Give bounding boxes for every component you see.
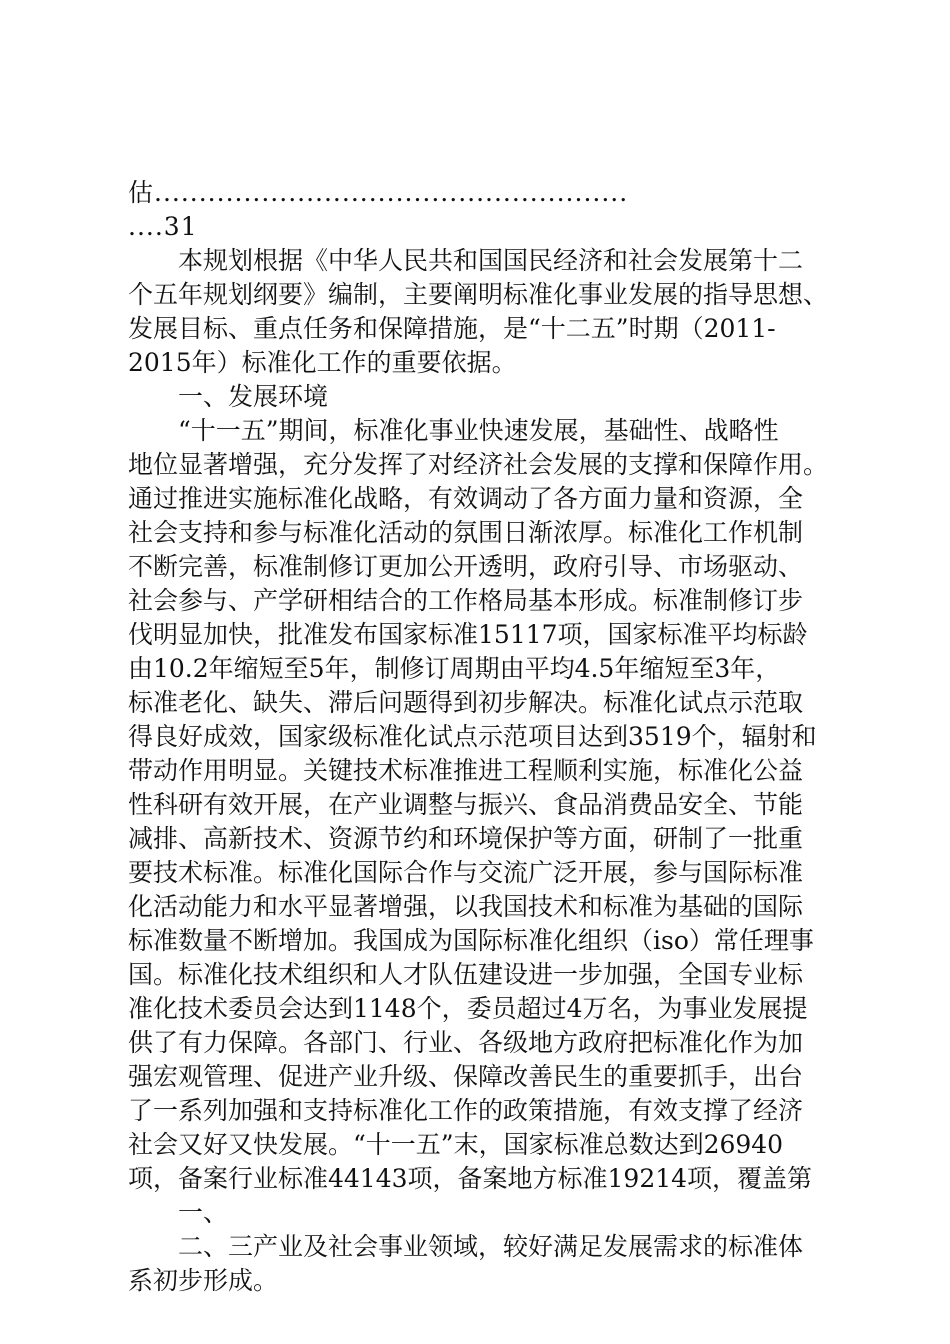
body-line: 个五年规划纲要》编制，主要阐明标准化事业发展的指导思想、 bbox=[128, 280, 828, 309]
body-line: 社会参与、产学研相结合的工作格局基本形成。标准制修订步 bbox=[128, 586, 804, 615]
body-line: “十一五”期间，标准化事业快速发展，基础性、战略性 bbox=[128, 416, 779, 445]
list-marker-line: 一、 bbox=[128, 1198, 229, 1227]
body-line: 得良好成效，国家级标准化试点示范项目达到3519个，辐射和 bbox=[128, 722, 817, 751]
body-line: 国。标准化技术组织和人才队伍建设进一步加强，全国专业标 bbox=[128, 960, 804, 989]
section-heading: 一、发展环境 bbox=[128, 382, 329, 411]
toc-entry-line-2: ....31 bbox=[128, 212, 198, 241]
body-line: 强宏观管理、促进产业升级、保障改善民生的重要抓手，出台 bbox=[128, 1062, 804, 1091]
body-line: 社会又好又快发展。“十一五”末，国家标准总数达到26940 bbox=[128, 1130, 784, 1159]
body-line: 要技术标准。标准化国际合作与交流广泛开展，参与国际标准 bbox=[128, 858, 804, 887]
body-line: 不断完善，标准制修订更加公开透明，政府引导、市场驱动、 bbox=[128, 552, 804, 581]
body-line: 供了有力保障。各部门、行业、各级地方政府把标准化作为加 bbox=[128, 1028, 804, 1057]
body-line: 准化技术委员会达到1148个，委员超过4万名，为事业发展提 bbox=[128, 994, 808, 1023]
body-line: 减排、高新技术、资源节约和环境保护等方面，研制了一批重 bbox=[128, 824, 804, 853]
body-line: 发展目标、重点任务和保障措施，是“十二五”时期（2011- bbox=[128, 314, 776, 343]
body-line: 性科研有效开展，在产业调整与振兴、食品消费品安全、节能 bbox=[128, 790, 804, 819]
body-line: 本规划根据《中华人民共和国国民经济和社会发展第十二 bbox=[128, 246, 804, 275]
body-line: 了一系列加强和支持标准化工作的政策措施，有效支撑了经济 bbox=[128, 1096, 804, 1125]
body-line: 带动作用明显。关键技术标准推进工程顺利实施，标准化公益 bbox=[128, 756, 804, 785]
body-line: 社会支持和参与标准化活动的氛围日渐浓厚。标准化工作机制 bbox=[128, 518, 804, 547]
body-line: 2015年）标准化工作的重要依据。 bbox=[128, 348, 517, 377]
body-line: 化活动能力和水平显著增强，以我国技术和标准为基础的国际 bbox=[128, 892, 804, 921]
body-line: 系初步形成。 bbox=[128, 1266, 279, 1295]
body-line: 由10.2年缩短至5年，制修订周期由平均4.5年缩短至3年， bbox=[128, 654, 781, 683]
body-line: 标准数量不断增加。我国成为国际标准化组织（iso）常任理事 bbox=[128, 926, 814, 955]
body-line: 伐明显加快，批准发布国家标准15117项，国家标准平均标龄 bbox=[128, 620, 808, 649]
body-line: 项，备案行业标准44143项，备案地方标准19214项，覆盖第 bbox=[128, 1164, 813, 1193]
body-line: 标准老化、缺失、滞后问题得到初步解决。标准化试点示范取 bbox=[128, 688, 804, 717]
toc-entry-line-1: 估..................................................... bbox=[128, 178, 629, 207]
body-line: 地位显著增强，充分发挥了对经济社会发展的支撑和保障作用。 bbox=[128, 450, 828, 479]
body-line: 通过推进实施标准化战略，有效调动了各方面力量和资源，全 bbox=[128, 484, 804, 513]
body-line: 二、三产业及社会事业领域，较好满足发展需求的标准体 bbox=[128, 1232, 804, 1261]
